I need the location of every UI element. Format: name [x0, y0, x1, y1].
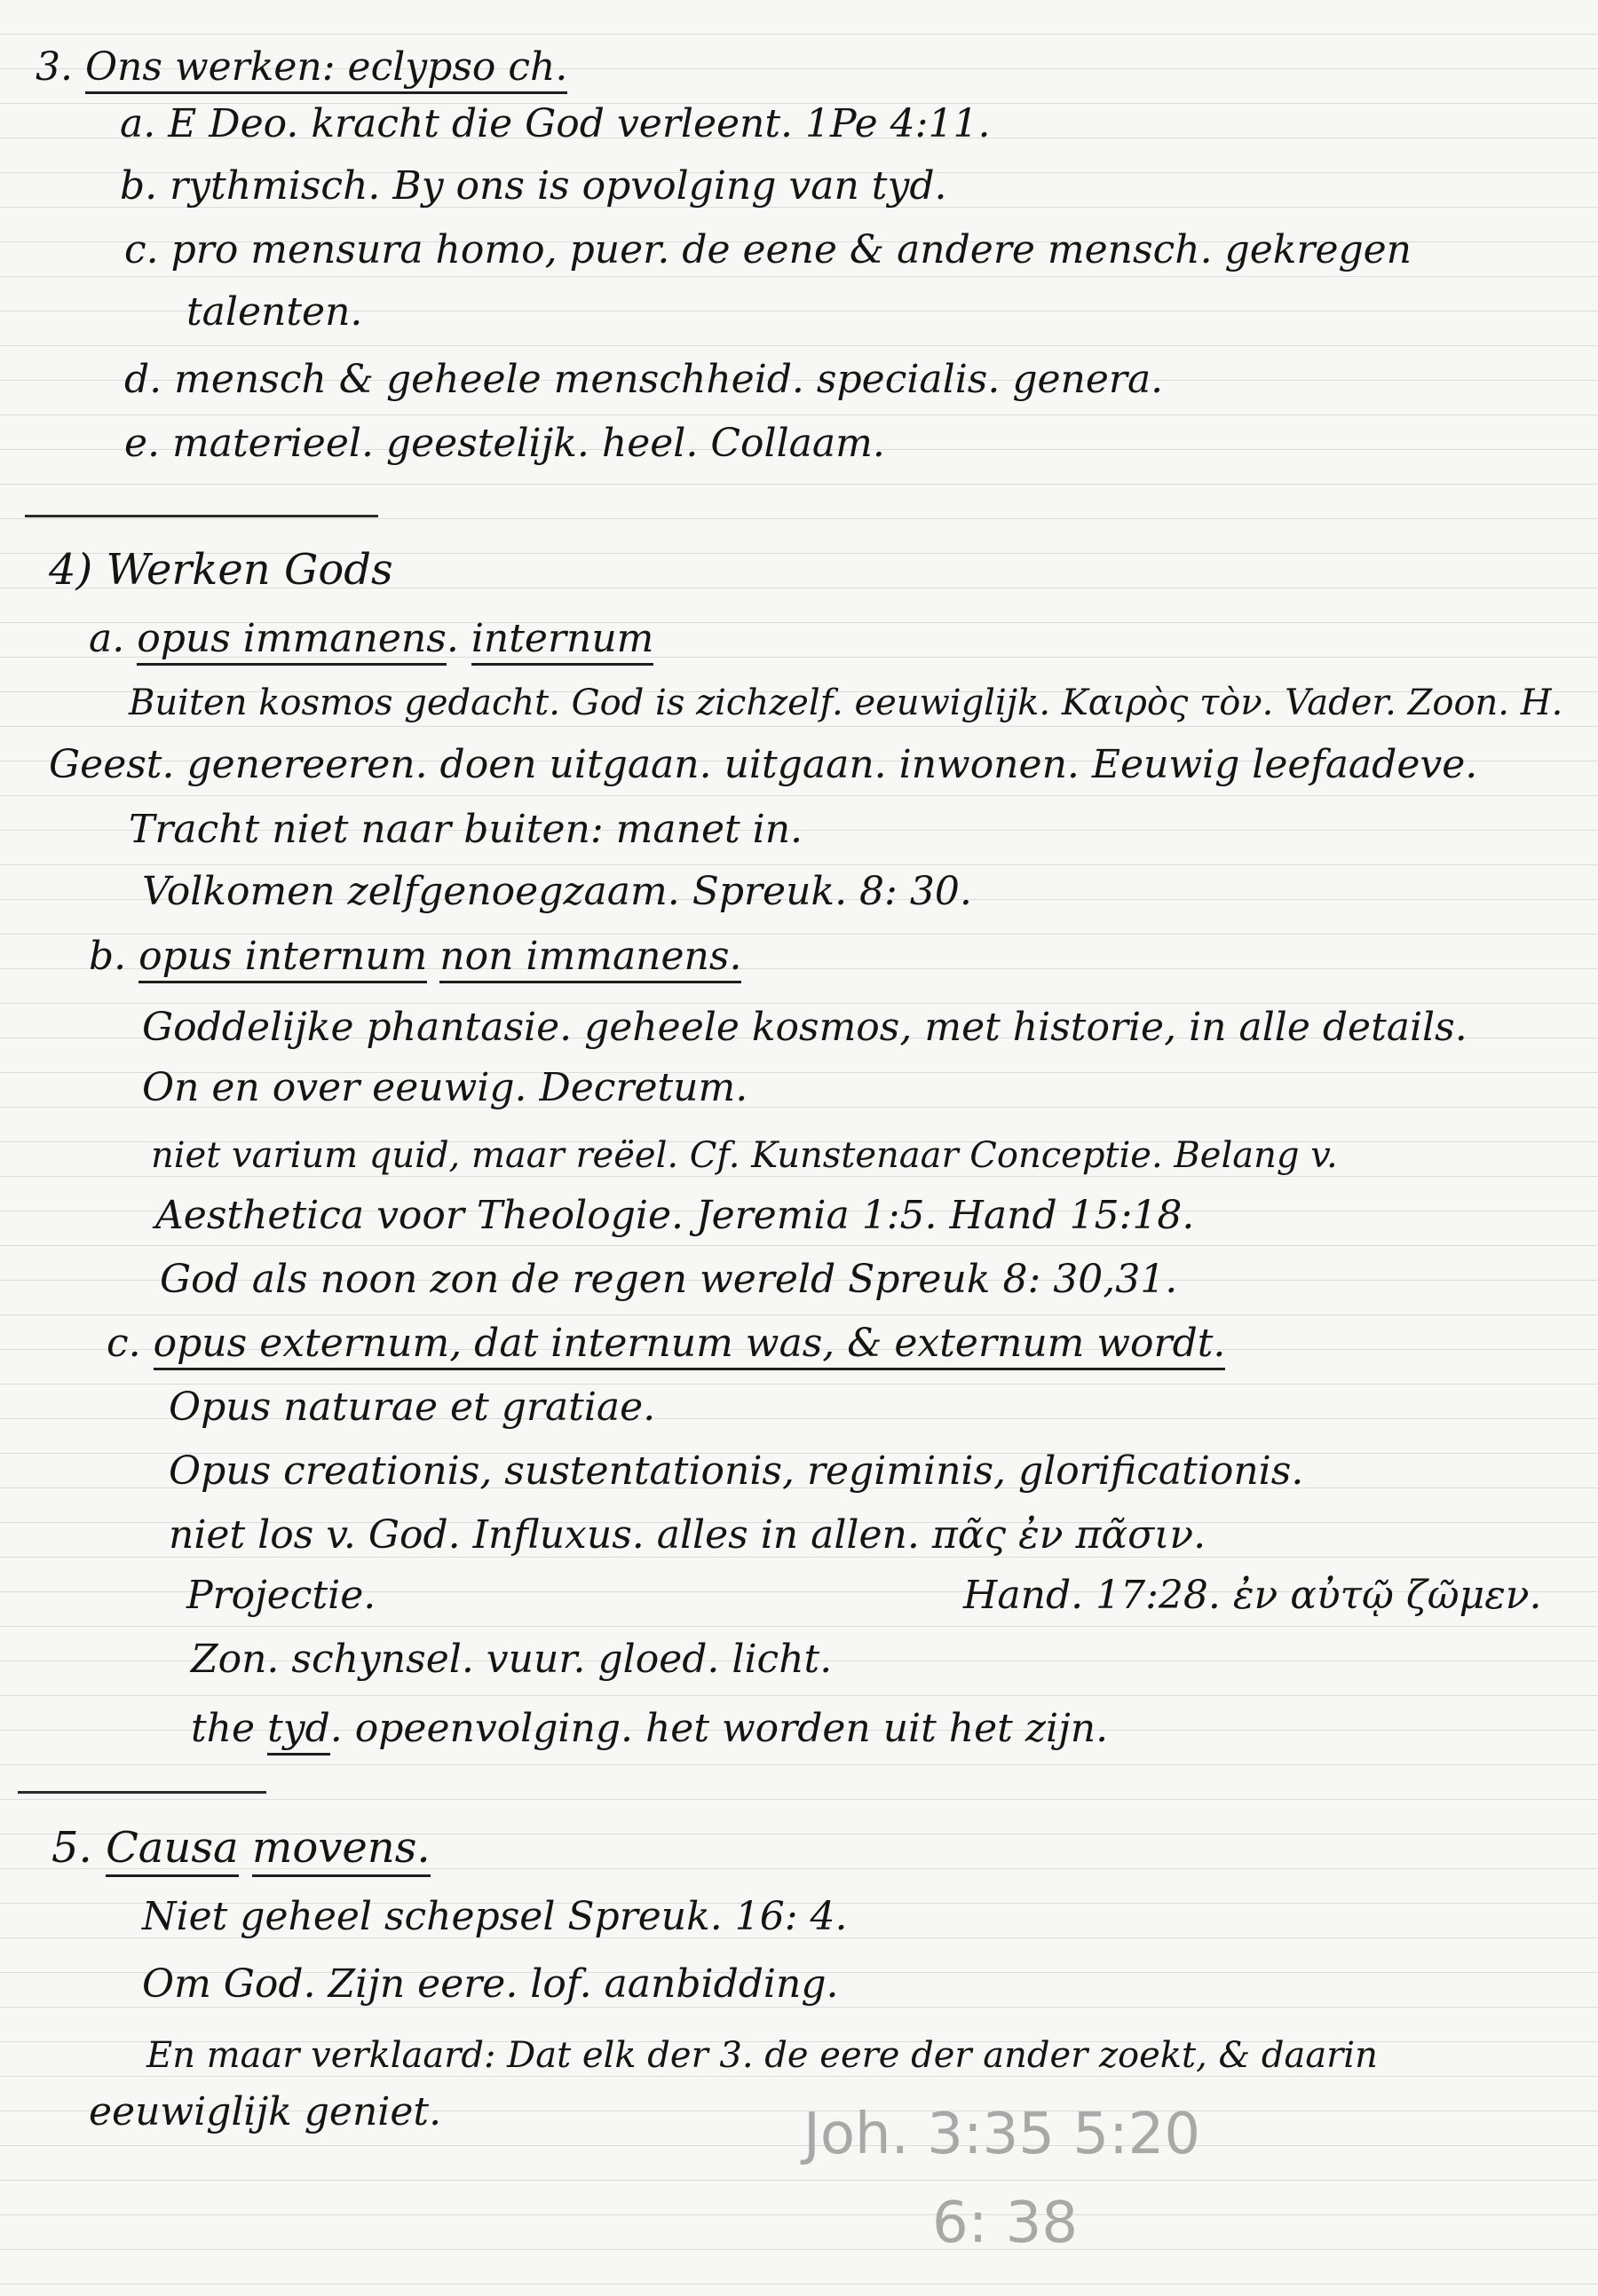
section-4b-line-5: God als noon zon de regen wereld Spreuk 8: 30,31.	[160, 1257, 1178, 1302]
section-divider	[25, 515, 378, 517]
section-4c-line-3: niet los v. God. Influxus. alles in allen. πᾶς ἐν πᾶσιν.	[169, 1512, 1206, 1558]
section-4b-line-1: Goddelijke phantasie. geheele kosmos, met historie, in alle details.	[142, 1005, 1467, 1050]
section-4a-heading	[89, 612, 653, 666]
section-4a-line-3: Tracht niet naar buiten: manet in.	[129, 807, 803, 852]
section-3-item-c-cont: talenten.	[186, 289, 363, 335]
opus-externum-term: opus externum, dat internum was, & externum wordt.	[154, 1321, 1226, 1370]
line-prefix: the	[191, 1706, 256, 1751]
section-4a-prefix: a.	[89, 616, 125, 661]
section-5-line-3: En maar verklaard: Dat elk der 3. de eere der ander zoekt, & daarin	[146, 2035, 1378, 2076]
tyd-term: tyd	[267, 1706, 330, 1756]
section-4b-line-4: Aesthetica voor Theologie. Jeremia 1:5. Hand 15:18.	[155, 1193, 1195, 1238]
causa-term: Causa	[106, 1823, 239, 1877]
section-4c-prefix: c.	[107, 1321, 141, 1366]
section-3-item-b: b. rythmisch. By ons is opvolging van tyd.	[120, 163, 947, 209]
section-5-number: 5.	[51, 1823, 92, 1873]
section-4c-line-4: Projectie.	[186, 1573, 376, 1618]
section-4a-line-1: Buiten kosmos gedacht. God is zichzelf. eeuwiglijk. Καιρὸς τὸν. Vader. Zoon. H.	[129, 682, 1563, 723]
acts-reference: Hand. 17:28. ἐν αὐτῷ ζῶμεν.	[963, 1573, 1542, 1618]
section-divider-2	[18, 1791, 266, 1794]
section-4c-line-6	[191, 1702, 1108, 1756]
section-4b-line-2: On en over eeuwig. Decretum.	[142, 1065, 748, 1110]
separator: .	[446, 616, 459, 661]
section-3-item-e: e. materieel. geestelijk. heel. Collaam.	[124, 421, 885, 466]
section-3-item-a: a. E Deo. kracht die God verleent. 1Pe 4:11.	[120, 101, 991, 146]
opus-immanens-term: opus immanens	[137, 616, 447, 666]
section-4c-heading	[107, 1317, 1225, 1370]
section-3-number: 3.	[36, 44, 73, 90]
section-4b-heading	[89, 930, 741, 983]
section-3-item-d: d. mensch & geheele menschheid. specialis. genera.	[124, 357, 1164, 402]
section-4b-prefix: b.	[89, 934, 127, 979]
section-5-line-2: Om God. Zijn eere. lof. aanbidding.	[142, 1961, 839, 2007]
section-4a-line-4: Volkomen zelfgenoegzaam. Spreuk. 8: 30.	[142, 869, 972, 914]
section-4c-line-1: Opus naturae et gratiae.	[169, 1385, 656, 1430]
non-immanens-term: non immanens.	[439, 934, 741, 983]
section-4-title: Werken Gods	[106, 545, 393, 595]
pencil-note-line-1: Joh. 3:35 5:20	[803, 2102, 1201, 2167]
section-4-number: 4)	[49, 545, 93, 595]
line-suffix: . opeenvolging. het worden uit het zijn.	[329, 1706, 1109, 1751]
section-4b-line-3: niet varium quid, maar reëel. Cf. Kunstenaar Conceptie. Belang v.	[151, 1135, 1338, 1176]
opus-internum-term: opus internum	[138, 934, 427, 983]
section-3-heading	[36, 41, 567, 94]
section-5-line-4: eeuwiglijk geniet.	[89, 2089, 442, 2134]
movens-term: movens.	[252, 1823, 431, 1877]
section-5-heading	[51, 1821, 431, 1874]
section-3-title: Ons werken: eclypso ch.	[85, 44, 567, 94]
internum-term: internum	[471, 616, 654, 666]
section-3-item-c: c. pro mensura homo, puer. de eene & andere mensch. gekregen	[124, 227, 1412, 272]
section-4c-line-2: Opus creationis, sustentationis, regiminis, glorificationis.	[169, 1448, 1304, 1494]
pencil-note-line-2: 6: 38	[932, 2190, 1079, 2256]
section-4a-line-2: Geest. genereeren. doen uitgaan. uitgaan. inwonen. Eeuwig leefaadeve.	[49, 742, 1478, 787]
section-4c-line-5: Zon. schynsel. vuur. gloed. licht.	[191, 1637, 833, 1682]
section-4-heading	[49, 543, 393, 596]
section-5-line-1: Niet geheel schepsel Spreuk. 16: 4.	[142, 1894, 848, 1939]
